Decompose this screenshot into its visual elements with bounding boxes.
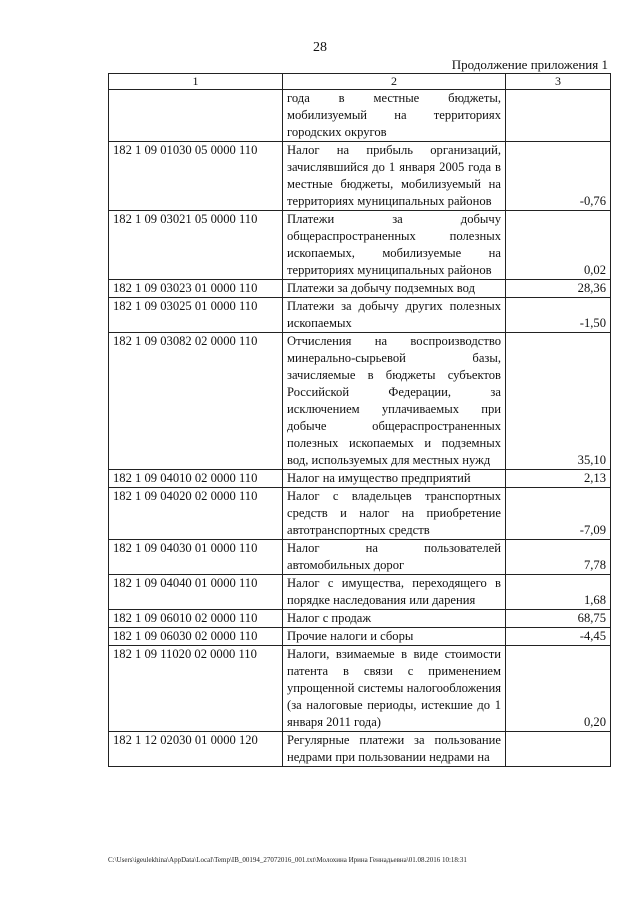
row-description: Платежи за добычу общераспространенных полезных ископаемых, мобилизуемые на территориях муниципальных районов [283, 211, 506, 280]
table-row [109, 280, 611, 298]
revenue-table [108, 73, 611, 767]
row-value: 28,36 [506, 280, 611, 298]
row-value [506, 732, 611, 767]
row-description: Налоги, взимаемые в виде стоимости патента в связи с применением упрощенной системы налогообложения (за налоговые периоды, истекшие до 1 января 2011 года) [283, 646, 506, 732]
continuation-label: Продолжение приложения 1 [451, 57, 608, 72]
row-value: -1,50 [506, 298, 611, 333]
row-value: -7,09 [506, 488, 611, 540]
row-description: Отчисления на воспроизводство минерально-сырьевой базы, зачисляемые в бюджеты субъектов Российской Федерации, за исключением уплачиваемых при добыче общераспространенных полезных ископаемых и подземных вод, используемых для местных нужд [283, 333, 506, 470]
page-number: 28 [313, 40, 327, 55]
row-description: Налог с имущества, переходящего в порядке наследования или дарения [283, 575, 506, 610]
row-description: Прочие налоги и сборы [283, 628, 506, 646]
table-row [109, 298, 611, 333]
row-code: 182 1 09 01030 05 0000 110 [109, 142, 283, 211]
row-value: 35,10 [506, 333, 611, 470]
table-row [109, 211, 611, 280]
row-description: Налог с владельцев транспортных средств и налог на приобретение автотранспортных средств [283, 488, 506, 540]
row-description: Налог на пользователей автомобильных дорог [283, 540, 506, 575]
row-code: 182 1 09 04040 01 0000 110 [109, 575, 283, 610]
table-row [109, 142, 611, 211]
table-row [109, 628, 611, 646]
column-header-3: 3 [506, 74, 611, 90]
row-value: -0,76 [506, 142, 611, 211]
row-code: 182 1 09 03082 02 0000 110 [109, 333, 283, 470]
row-code: 182 1 09 06030 02 0000 110 [109, 628, 283, 646]
row-description: Налог с продаж [283, 610, 506, 628]
row-code: 182 1 09 04010 02 0000 110 [109, 470, 283, 488]
row-code: 182 1 09 04020 02 0000 110 [109, 488, 283, 540]
row-code: 182 1 09 03025 01 0000 110 [109, 298, 283, 333]
row-code: 182 1 09 03023 01 0000 110 [109, 280, 283, 298]
row-value: 2,13 [506, 470, 611, 488]
table-row [109, 470, 611, 488]
row-code: 182 1 09 11020 02 0000 110 [109, 646, 283, 732]
table-row [109, 540, 611, 575]
table-row [109, 732, 611, 767]
row-code [109, 90, 283, 142]
column-header-1: 1 [109, 74, 283, 90]
table-row [109, 575, 611, 610]
column-header-2: 2 [283, 74, 506, 90]
row-description: Платежи за добычу подземных вод [283, 280, 506, 298]
row-value: 0,20 [506, 646, 611, 732]
row-description: Налог на имущество предприятий [283, 470, 506, 488]
table-row [109, 90, 611, 142]
row-value [506, 90, 611, 142]
row-description: Регулярные платежи за пользование недрами при пользовании недрами на [283, 732, 506, 767]
row-value: -4,45 [506, 628, 611, 646]
row-value: 68,75 [506, 610, 611, 628]
table-row [109, 333, 611, 470]
table-row [109, 646, 611, 732]
file-path-footer: C:\Users\igeulekhina\AppData\Local\Temp\IB_00194_27072016_001.txt\Молохина Ирина Геннадьевна\01.08.2016 10:18:31 [108, 856, 467, 864]
row-code: 182 1 09 04030 01 0000 110 [109, 540, 283, 575]
table-row [109, 488, 611, 540]
row-description: Платежи за добычу других полезных ископаемых [283, 298, 506, 333]
row-description: Налог на прибыль организаций, зачислявшийся до 1 января 2005 года в местные бюджеты, мобилизуемый на территориях муниципальных районов [283, 142, 506, 211]
row-description: года в местные бюджеты, мобилизуемый на территориях городских округов [283, 90, 506, 142]
row-code: 182 1 12 02030 01 0000 120 [109, 732, 283, 767]
row-value: 1,68 [506, 575, 611, 610]
row-value: 0,02 [506, 211, 611, 280]
row-value: 7,78 [506, 540, 611, 575]
row-code: 182 1 09 06010 02 0000 110 [109, 610, 283, 628]
row-code: 182 1 09 03021 05 0000 110 [109, 211, 283, 280]
header-row [109, 74, 611, 90]
table-row [109, 610, 611, 628]
